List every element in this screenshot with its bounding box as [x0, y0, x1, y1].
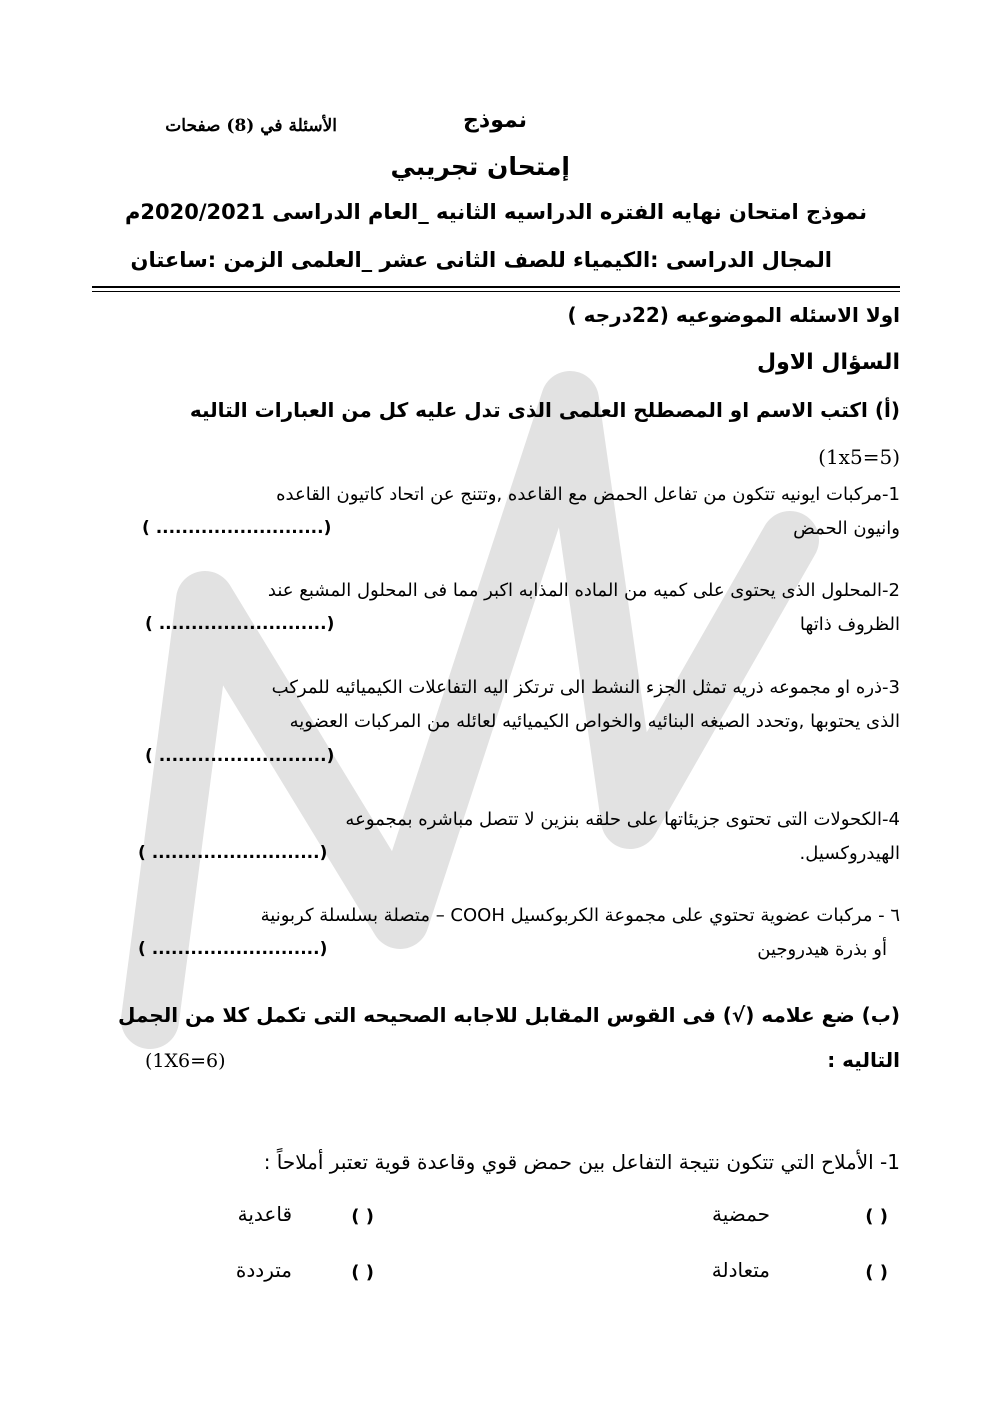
item-4-line1: 4-الكحولات التى تحتوى جزيئاتها على حلقه بنزين لا تتصل مباشره بمجموعه [345, 809, 900, 830]
option-bracket-basic[interactable]: ( ) [351, 1206, 374, 1227]
item-1-answer-blank[interactable]: (.......................... ) [142, 518, 332, 538]
item-2-line1: 2-المحلول الذى يحتوى على كميه من الماده المذابه اكبر مما فى المحلول المشبع عند [267, 580, 900, 601]
item-2-answer-blank[interactable]: (.......................... ) [145, 614, 335, 634]
item-3-line2: الذى يحتوبها ,وتحدد الصيغه البنائيه والخواص الكيميائيه لعائله من المركبات العضويه [289, 711, 900, 732]
part-b-instruction: (ب) ضع علامه (√) فى القوس المقابل للاجابه الصحيحه التى تكمل كلا من الجمل [118, 1003, 900, 1027]
option-amphoteric: مترددة [235, 1258, 292, 1282]
item-2-line2: الظروف ذاتها [799, 614, 900, 635]
option-neutral: متعادلة [711, 1258, 770, 1282]
header-divider [92, 286, 900, 288]
subject-line: المجال الدراسى :الكيمياء للصف الثانى عشر _العلمى الزمن :ساعتان [130, 248, 832, 272]
part-b-instruction-cont: التاليه : [827, 1048, 900, 1072]
item-1-line2: وانيون الحمض [793, 518, 900, 539]
item-4-line2: الهيدروكسيل. [799, 843, 900, 864]
header-divider-thin [92, 291, 900, 292]
model-label: نموذج [463, 108, 527, 133]
section-title: اولا الاسئله الموضوعيه (22درجه ) [567, 303, 900, 327]
item-3-line1: 3-ذره او مجموعه ذريه تمثل الجزء النشط الى ترتكز اليه التفاعلات الكيميائيه للمركب [271, 677, 900, 698]
exam-title: نموذج امتحان نهايه الفتره الدراسيه الثانيه _العام الدراسى 2020/2021م [124, 200, 867, 224]
item-6-line2: أو بذرة هيدروجين [757, 939, 887, 960]
part-a-instruction: (أ) اكتب الاسم او المصطلح العلمى الذى تدل عليه كل من العبارات التاليه [189, 398, 900, 422]
question1-title: السؤال الاول [757, 350, 900, 375]
item-3-answer-blank[interactable]: (.......................... ) [145, 746, 335, 766]
option-bracket-acidic[interactable]: ( ) [865, 1206, 888, 1227]
option-bracket-neutral[interactable]: ( ) [865, 1262, 888, 1283]
item-6-line1: ٦ - مركبات عضوية تحتوي على مجموعة الكربوكسيل COOH – متصلة بسلسلة كربونية [260, 905, 900, 926]
item-4-answer-blank[interactable]: (.......................... ) [138, 843, 328, 863]
item-1-line1: 1-مركبات ايونيه تتكون من تفاعل الحمض مع القاعده ,وتتنج عن اتحاد كاتيون القاعده [276, 484, 900, 505]
item-6-answer-blank[interactable]: (.......................... ) [138, 939, 328, 959]
part-b-score: (6=1X6) [145, 1050, 226, 1072]
part-a-score: (5=1x5) [818, 445, 900, 469]
option-acidic: حمضية [711, 1202, 770, 1226]
pages-note: الأسئلة في (8) صفحات [165, 116, 337, 136]
option-basic: قاعدية [237, 1202, 292, 1226]
option-bracket-amphoteric[interactable]: ( ) [351, 1262, 374, 1283]
exam-type: إمتحان تجريبي [390, 152, 570, 181]
part-b-q1-text: 1- الأملاح التي تتكون نتيجة التفاعل بين حمض قوي وقاعدة قوية تعتبر أملاحاً : [263, 1150, 900, 1174]
